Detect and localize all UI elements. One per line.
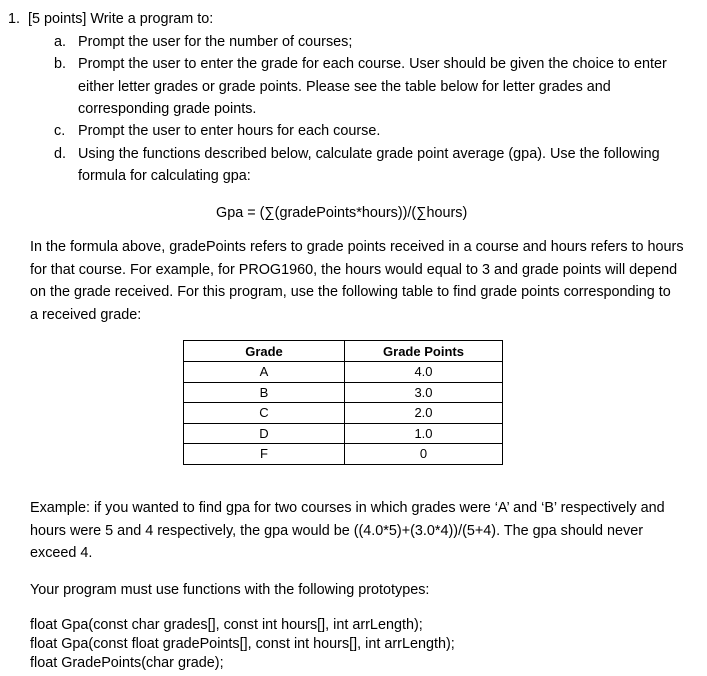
functions-intro: Your program must use functions with the following prototypes: <box>30 582 430 598</box>
item-marker-c: c. <box>54 123 66 139</box>
grade-points-cell: 1.0 <box>345 423 503 444</box>
prototype-gpa-gradepoints: float Gpa(const float gradePoints[], const int hours[], int arrLength); <box>30 636 455 652</box>
table-row <box>184 423 503 444</box>
item-c-line-1: Prompt the user to enter hours for each course. <box>78 123 381 139</box>
table-row <box>184 444 503 465</box>
grade-cell: D <box>184 423 345 444</box>
item-marker-b: b. <box>54 56 67 72</box>
item-d-line-2: formula for calculating gpa: <box>78 168 251 184</box>
column-header-grade-points: Grade Points <box>345 341 503 362</box>
item-b-line-2: either letter grades or grade points. Please see the table below for letter grades and <box>78 79 611 95</box>
grade-points-table <box>183 340 503 465</box>
grade-cell: B <box>184 382 345 403</box>
item-a-line-1: Prompt the user for the number of courses; <box>78 34 353 50</box>
grade-points-cell: 2.0 <box>345 403 503 424</box>
item-b-line-3: corresponding grade points. <box>78 101 257 117</box>
paragraph-line-1: In the formula above, gradePoints refers to grade points received in a course and hours refers to hours <box>30 239 684 255</box>
paragraph-line-2: for that course. For example, for PROG1960, the hours would equal to 3 and grade points will depend <box>30 262 678 278</box>
item-marker-d: d. <box>54 146 67 162</box>
grade-cell: C <box>184 403 345 424</box>
column-header-grade: Grade <box>184 341 345 362</box>
table-header-row <box>184 341 503 362</box>
question-header: [5 points] Write a program to: <box>28 11 214 27</box>
question-number: 1. <box>8 11 21 27</box>
gpa-formula: Gpa = (∑(gradePoints*hours))/(∑hours) <box>216 205 468 221</box>
paragraph-line-3: on the grade received. For this program, use the following table to find grade points corresponding to <box>30 284 671 300</box>
example-line-2: hours were 5 and 4 respectively, the gpa would be ((4.0*5)+(3.0*4))/(5+4). The gpa should never <box>30 523 644 539</box>
item-b-line-1: Prompt the user to enter the grade for each course. User should be given the choice to enter <box>78 56 667 72</box>
paragraph-line-4: a received grade: <box>30 307 142 323</box>
grade-points-cell: 0 <box>345 444 503 465</box>
prototype-gradepoints: float GradePoints(char grade); <box>30 655 224 671</box>
grade-cell: A <box>184 362 345 383</box>
table-row <box>184 403 503 424</box>
grade-points-cell: 4.0 <box>345 362 503 383</box>
grade-points-cell: 3.0 <box>345 382 503 403</box>
table-row <box>184 362 503 383</box>
item-marker-a: a. <box>54 34 67 50</box>
table-row <box>184 382 503 403</box>
example-line-1: Example: if you wanted to find gpa for two courses in which grades were ‘A’ and ‘B’ respectively and <box>30 500 665 516</box>
item-d-line-1: Using the functions described below, calculate grade point average (gpa). Use the following <box>78 146 660 162</box>
prototype-gpa-grades: float Gpa(const char grades[], const int hours[], int arrLength); <box>30 617 423 633</box>
grade-cell: F <box>184 444 345 465</box>
example-line-3: exceed 4. <box>30 545 93 561</box>
